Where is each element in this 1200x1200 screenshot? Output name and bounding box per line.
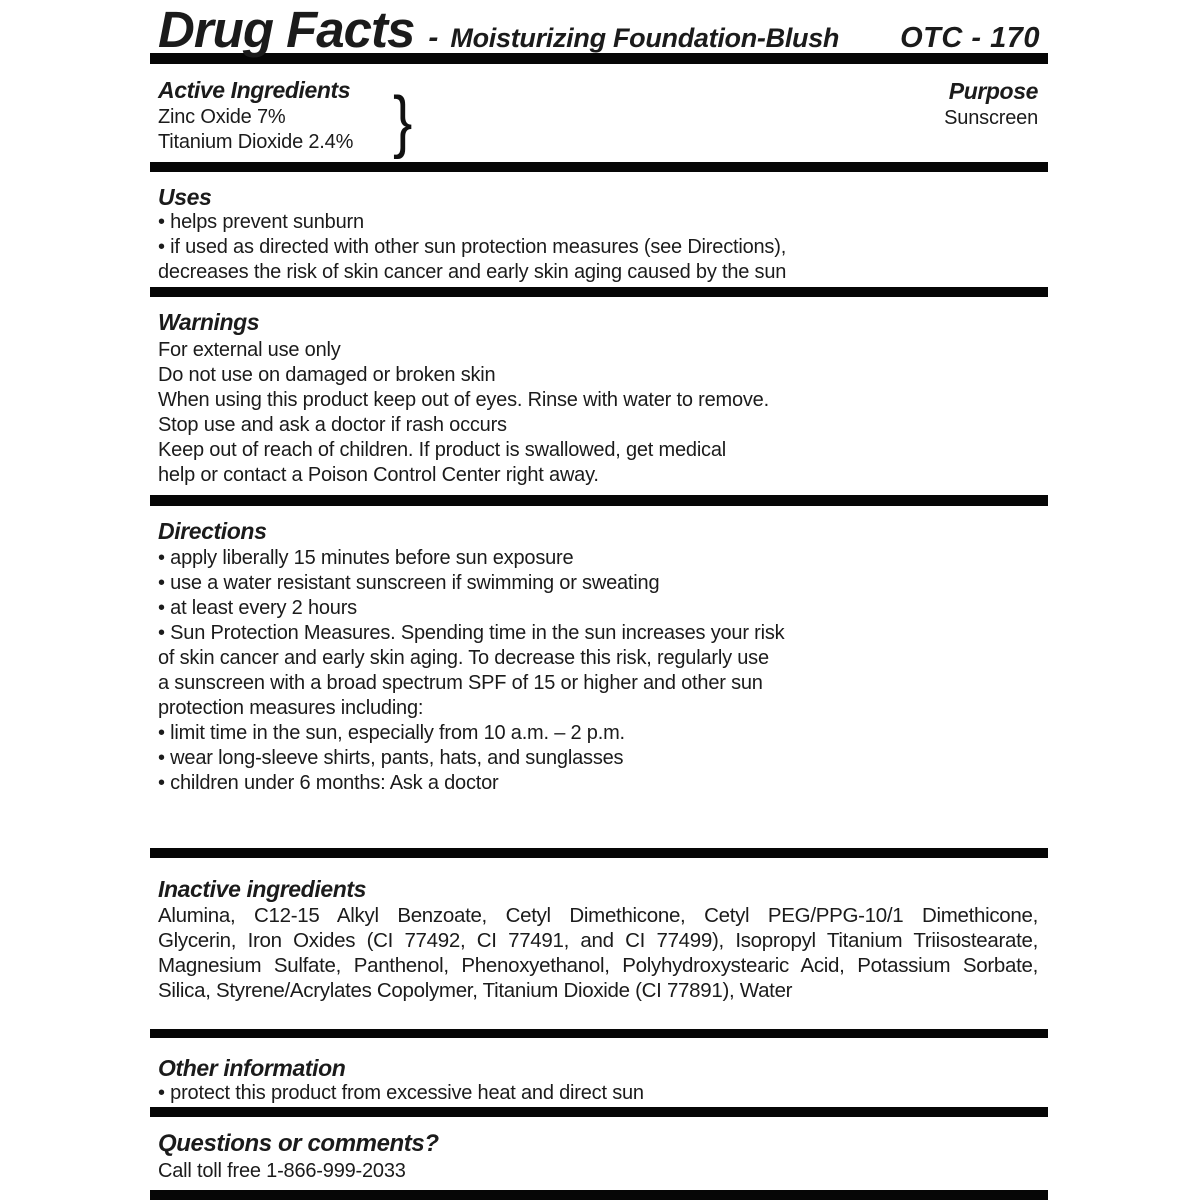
questions-section (150, 1117, 1048, 1190)
inactive-ingredients-line: Silica, Styrene/Acrylates Copolymer, Titanium Dioxide (CI 77891), Water (158, 979, 793, 1002)
divider-bar (150, 848, 1048, 858)
purpose-value: Sunscreen (944, 107, 1038, 129)
directions-section (150, 506, 1048, 848)
divider-bar (150, 287, 1048, 297)
warnings-line: Stop use and ask a doctor if rash occurs (158, 414, 507, 436)
inactive-ingredients-line: Glycerin, Iron Oxides (CI 77492, CI 77491, and CI 77499), Isopropyl Titanium Triisostearate, (158, 929, 1038, 952)
purpose-heading: Purpose (948, 78, 1038, 104)
directions-line: protection measures including: (158, 697, 424, 719)
directions-heading: Directions (158, 518, 267, 544)
directions-line: • limit time in the sun, especially from 10 a.m. – 2 p.m. (158, 722, 625, 744)
active-ingredients-section (150, 64, 1048, 162)
uses-line: • if used as directed with other sun protection measures (see Directions), (158, 236, 787, 258)
uses-section (150, 172, 1048, 287)
inactive-ingredients-heading: Inactive ingredients (158, 876, 367, 902)
inactive-ingredients-line: Alumina, C12-15 Alkyl Benzoate, Cetyl Dimethicone, Cetyl PEG/PPG-10/1 Dimethicone, (158, 904, 1038, 927)
directions-line: • use a water resistant sunscreen if swimming or sweating (158, 572, 660, 594)
uses-line: decreases the risk of skin cancer and early skin aging caused by the sun (158, 261, 787, 283)
directions-line: • Sun Protection Measures. Spending time in the sun increases your risk (158, 622, 785, 644)
inactive-ingredients-section (150, 858, 1048, 1029)
divider-bar (150, 1029, 1048, 1038)
divider-bar (150, 1190, 1048, 1200)
questions-line: Call toll free 1-866-999-2033 (158, 1160, 406, 1182)
otc-code: OTC - 170 (900, 22, 1040, 54)
drug-facts-label (150, 0, 1048, 1200)
header (150, 0, 1048, 58)
product-name: Moisturizing Foundation-Blush (450, 23, 840, 53)
curly-brace-glyph: } (393, 83, 413, 160)
directions-line: of skin cancer and early skin aging. To decrease this risk, regularly use (158, 647, 769, 669)
warnings-line: help or contact a Poison Control Center right away. (158, 464, 599, 486)
divider-bar (150, 495, 1048, 506)
directions-line: • at least every 2 hours (158, 597, 357, 619)
active-ingredient: Titanium Dioxide 2.4% (158, 131, 354, 153)
page-title: Drug Facts (158, 1, 415, 58)
directions-line: • children under 6 months: Ask a doctor (158, 772, 499, 794)
directions-line: a sunscreen with a broad spectrum SPF of 15 or higher and other sun (158, 672, 763, 694)
uses-line: • helps prevent sunburn (158, 211, 364, 233)
active-ingredients-heading: Active Ingredients (158, 77, 351, 103)
questions-heading: Questions or comments? (158, 1130, 439, 1157)
active-ingredient: Zinc Oxide 7% (158, 106, 286, 128)
title-dash: - (428, 21, 439, 54)
other-information-section (150, 1038, 1048, 1107)
warnings-line: Keep out of reach of children. If product is swallowed, get medical (158, 439, 727, 461)
header-left (158, 0, 839, 59)
purpose-column (944, 77, 1038, 162)
warnings-line: For external use only (158, 339, 341, 361)
divider-bar (150, 1107, 1048, 1117)
warnings-heading: Warnings (158, 309, 260, 335)
other-information-line: • protect this product from excessive heat and direct sun (158, 1082, 644, 1104)
inactive-ingredients-line: Magnesium Sulfate, Panthenol, Phenoxyethanol, Polyhydroxystearic Acid, Potassium Sorbate, (158, 954, 1038, 977)
directions-line: • wear long-sleeve shirts, pants, hats, and sunglasses (158, 747, 624, 769)
divider-bar (150, 162, 1048, 172)
directions-line: • apply liberally 15 minutes before sun exposure (158, 547, 574, 569)
active-ingredients-left (158, 77, 353, 162)
warnings-line: When using this product keep out of eyes. Rinse with water to remove. (158, 389, 769, 411)
warnings-line: Do not use on damaged or broken skin (158, 364, 496, 386)
other-information-heading: Other information (158, 1055, 346, 1081)
warnings-section (150, 297, 1048, 495)
uses-heading: Uses (158, 184, 212, 210)
